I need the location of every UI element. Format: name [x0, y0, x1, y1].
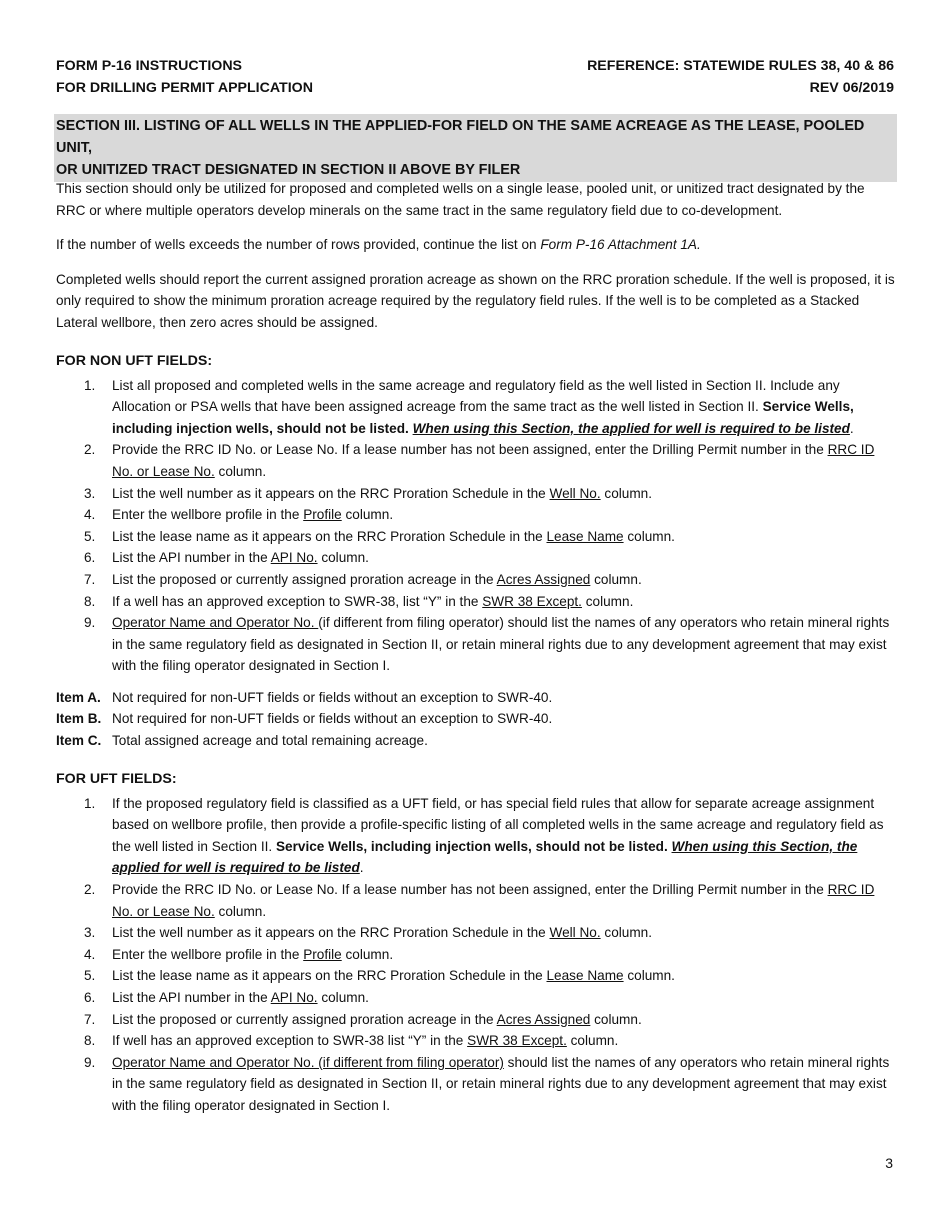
- item-number: 9.: [84, 1054, 96, 1070]
- item-number: 5.: [84, 968, 96, 984]
- section-title: [54, 114, 897, 182]
- item-number: 5.: [84, 528, 96, 544]
- list-item: [56, 439, 896, 482]
- item-number: 6.: [84, 990, 96, 1005]
- item-text: column.: [623, 528, 675, 544]
- item-number: 3.: [84, 925, 96, 941]
- item-text: .: [849, 420, 854, 436]
- revision-date: REV 06/2019: [809, 79, 894, 96]
- item-text: column.: [590, 571, 642, 587]
- item-number: 3.: [84, 485, 96, 501]
- list-item: [56, 612, 896, 677]
- lettered-item: [56, 708, 896, 730]
- item-text: .: [359, 860, 364, 876]
- item-number: 6.: [84, 550, 96, 566]
- item-label: Item C.: [56, 733, 102, 749]
- list-item: [56, 591, 896, 613]
- item-text: List the API number in the: [112, 990, 271, 1005]
- column-name: Operator Name and Operator No.: [112, 615, 319, 631]
- column-name: Acres Assigned: [496, 1011, 591, 1027]
- column-name: Lease Name: [546, 528, 624, 544]
- section-title-line: SECTION III. LISTING OF ALL WELLS IN THE APPLIED-FOR FIELD ON THE SAME ACREAGE AS THE LEASE, POOLED UNIT,: [56, 118, 865, 156]
- list-item: [56, 375, 896, 440]
- item-text: List all proposed and completed wells in the same acreage and regulatory field as the well listed in Section II. Include any Allocation or PSA wells that have been assigned acreage from the same tract as the well listed in Section II.: [112, 377, 840, 415]
- list-item: [56, 987, 896, 1009]
- item-text: List the API number in the: [112, 550, 271, 566]
- lettered-item: [56, 730, 896, 752]
- form-subtitle: FOR DRILLING PERMIT APPLICATION: [56, 79, 313, 96]
- item-text: column.: [600, 485, 653, 501]
- item-number: 1.: [84, 377, 96, 393]
- column-name: Lease Name: [546, 968, 624, 984]
- item-text: Total assigned acreage and total remaining acreage.: [112, 733, 428, 749]
- column-name: RRC ID No. or Lease No.: [112, 442, 875, 479]
- column-name: RRC ID No. or Lease No.: [112, 882, 875, 919]
- list-item: [56, 965, 896, 987]
- item-text: Provide the RRC ID No. or Lease No. If a lease number has not been assigned, enter the Drilling Permit number in the: [112, 442, 828, 458]
- instructions-body: [56, 178, 896, 1117]
- item-text: Enter the wellbore profile in the: [112, 507, 304, 523]
- item-text: column.: [317, 990, 369, 1005]
- item-text: If the proposed regulatory field is classified as a UFT field, or has special field rules that allow for separate acreage assignment based on wellbore profile, then provide a profile-specific listing of all completed wells in the same acreage and regulatory field as the well listed in Section II.: [112, 795, 884, 854]
- list-item: [56, 547, 896, 569]
- item-number: 8.: [84, 1033, 96, 1049]
- item-text: column.: [341, 507, 394, 523]
- item-text: column.: [581, 593, 634, 609]
- intro-text: If the number of wells exceeds the number of rows provided, continue the list on: [56, 237, 541, 253]
- column-name: API No.: [270, 990, 318, 1005]
- item-number: 4.: [84, 946, 96, 962]
- list-item: [56, 483, 896, 505]
- intro-paragraph: This section should only be utilized for proposed and completed wells on a single lease, pooled unit, or unitized tract designated by the RRC or where multiple operators develop minerals on the same tract in the same regulatory field due to co-development.: [56, 181, 865, 218]
- item-text: Not required for non-UFT fields or fields without an exception to SWR-40.: [112, 711, 553, 727]
- page-number: 3: [885, 1155, 893, 1171]
- item-text: List the lease name as it appears on the RRC Proration Schedule in the: [112, 968, 547, 984]
- reference-rules: REFERENCE: STATEWIDE RULES 38, 40 & 86: [587, 58, 894, 74]
- item-label: Item B.: [56, 711, 102, 727]
- item-text: column.: [566, 1033, 619, 1049]
- column-name: Acres Assigned: [496, 571, 591, 587]
- item-emphasis-text: When using this Section, the applied for well is required to be listed: [412, 420, 850, 436]
- item-text: If a well has an approved exception to SWR-38, list “Y” in the: [112, 593, 483, 609]
- item-emphasis-text: When using this Section, the applied for well is required to be listed: [112, 838, 858, 876]
- list-item: [56, 793, 896, 879]
- item-text: column.: [317, 550, 369, 566]
- item-text: column.: [600, 925, 653, 941]
- list-item: [56, 569, 896, 591]
- non-uft-heading: FOR NON UFT FIELDS:: [56, 352, 213, 369]
- item-text: column.: [341, 946, 394, 962]
- column-name: Profile: [303, 507, 342, 523]
- item-text: Enter the wellbore profile in the: [112, 946, 304, 962]
- list-item: [56, 526, 896, 548]
- item-text: column.: [214, 903, 267, 919]
- item-label: Item A.: [56, 689, 101, 705]
- intro-paragraph: Completed wells should report the current assigned proration acreage as shown on the RRC proration schedule. If the well is proposed, it is only required to show the minimum proration acreage required by the regulatory field rules. If the well is to be completed as a Stacked Lateral wellbore, then zero acres should be assigned.: [56, 271, 895, 330]
- column-name: Well No.: [549, 485, 601, 501]
- column-name: API No.: [270, 550, 318, 566]
- item-number: 9.: [84, 615, 96, 631]
- item-text: (if different from filing operator) should list the names of any operators who retain mineral rights in the same regulatory field as designated in Section II, or retain mineral rights due to any development agreement that may exist with the filing operator designated in Section I.: [112, 615, 890, 674]
- lettered-items: [56, 687, 896, 752]
- item-text: List the well number as it appears on the RRC Proration Schedule in the: [112, 925, 550, 941]
- item-number: 2.: [84, 442, 96, 458]
- intro-paragraph: [56, 234, 896, 256]
- page-header: [56, 56, 894, 99]
- item-number: 7.: [84, 571, 96, 587]
- list-item: [56, 504, 896, 526]
- item-text: should list the names of any operators who retain mineral rights in the same regulatory field as designated in Section II, or retain mineral rights due to any development agreement that may exist with the filing operator designated in Section I.: [112, 1054, 890, 1113]
- column-name: SWR 38 Except.: [467, 1033, 567, 1049]
- item-text: List the well number as it appears on the RRC Proration Schedule in the: [112, 485, 550, 501]
- column-name: Operator Name and Operator No. (if different from filing operator): [112, 1054, 504, 1070]
- list-item: [56, 1030, 896, 1052]
- item-number: 2.: [84, 882, 96, 898]
- item-text: column.: [623, 968, 675, 984]
- item-bold-text: Service Wells, including injection wells, should not be listed.: [275, 838, 672, 854]
- item-text: Not required for non-UFT fields or fields without an exception to SWR-40.: [112, 689, 553, 705]
- item-text: List the proposed or currently assigned proration acreage in the: [112, 1011, 497, 1027]
- item-bold-text: Service Wells, including injection wells, should not be listed.: [112, 399, 854, 436]
- lettered-item: [56, 687, 896, 709]
- item-text: List the proposed or currently assigned proration acreage in the: [112, 571, 497, 587]
- attachment-reference: Form P-16 Attachment 1A.: [540, 237, 701, 253]
- item-number: 4.: [84, 507, 96, 523]
- list-item: [56, 1052, 896, 1117]
- non-uft-list: [56, 375, 896, 677]
- item-text: column.: [590, 1011, 642, 1027]
- item-text: column.: [214, 463, 267, 479]
- item-number: 7.: [84, 1011, 96, 1027]
- column-name: Well No.: [549, 925, 601, 941]
- section-title-line: OR UNITIZED TRACT DESIGNATED IN SECTION II ABOVE BY FILER: [56, 162, 521, 178]
- form-title: FORM P-16 INSTRUCTIONS: [56, 58, 243, 74]
- item-text: List the lease name as it appears on the RRC Proration Schedule in the: [112, 528, 547, 544]
- column-name: SWR 38 Except.: [482, 593, 582, 609]
- list-item: [56, 1009, 896, 1031]
- uft-heading: FOR UFT FIELDS:: [56, 770, 177, 787]
- list-item: [56, 944, 896, 966]
- item-text: Provide the RRC ID No. or Lease No. If a lease number has not been assigned, enter the Drilling Permit number in the: [112, 882, 828, 898]
- item-number: 8.: [84, 593, 96, 609]
- list-item: [56, 922, 896, 944]
- item-text: If well has an approved exception to SWR-38 list “Y” in the: [112, 1033, 468, 1049]
- column-name: Profile: [303, 946, 342, 962]
- uft-list: [56, 793, 896, 1117]
- list-item: [56, 879, 896, 922]
- item-number: 1.: [84, 795, 96, 811]
